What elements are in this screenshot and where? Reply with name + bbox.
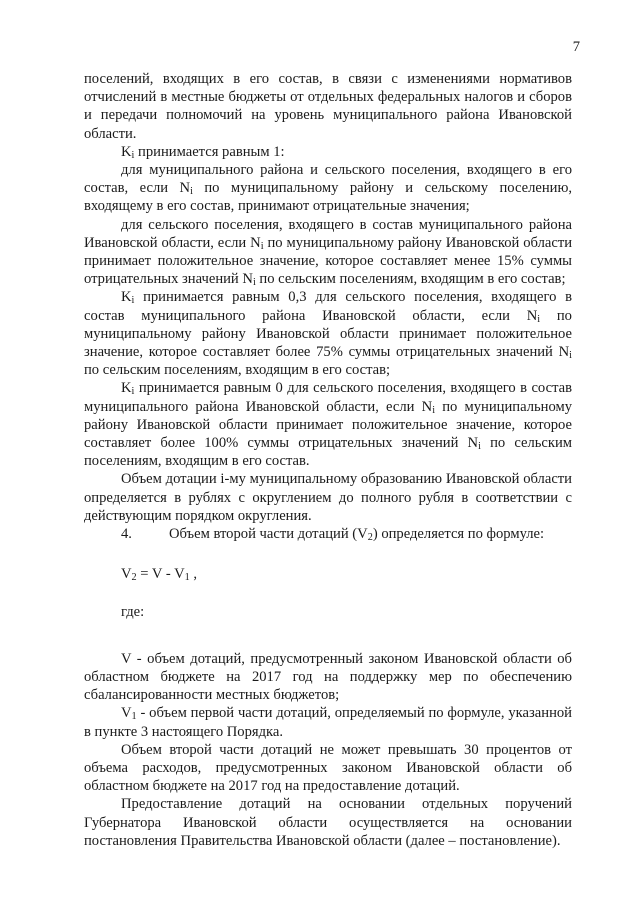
- formula-v2: $V_2 = V - V_1$ ,: [121, 566, 198, 584]
- paragraph-30-percent-limit: Объем второй части дотаций не может превышать 30 процентов от объема расходов, предусмотренных законом Ивановской области об областном бюджете на 2017 год на предоставление дотаций.: [84, 741, 572, 795]
- paragraph-v1-definition: $V_1$ - объем первой части дотаций, определяемый по формуле, указанной в пункте 3 настоящего Порядка.: [84, 705, 572, 740]
- where-label: где:: [121, 604, 145, 621]
- paragraph-v-definition: V - объем дотаций, предусмотренный законом Ивановской области об областном бюджете на 2017 год на поддержку мер по обеспечению сбалансированности местных бюджетов;: [84, 650, 572, 704]
- paragraph-district-and-settlement: для муниципального района и сельского поселения, входящего в его состав, если $N_i$ по муниципальному району и сельскому поселению, входящему в его состав, принимают отрицательные значения;: [84, 162, 573, 215]
- paragraph-rounding: Объем дотации i-му муниципальному образованию Ивановской области определяется в рублях с округлением до полного рубля в соответствии с действующим порядком округления.: [84, 471, 572, 524]
- paragraph-item-4: 4. Объем второй части дотаций $(V_2)$ определяется по формуле:: [121, 526, 545, 544]
- paragraph-settlement-less-15: для сельского поселения, входящего в состав муниципального района Ивановской области, если $N_i$ по муниципальному району Ивановской области принимает положительное значение, которое составляет менее 15% суммы отрицательных значений $N_i$ по сельским поселениям, входящим в его состав;: [84, 216, 573, 289]
- paragraph-governor-instructions: Предоставление дотаций на основании отдельных поручений Губернатора Ивановской области осуществляется на основании постановления Правительства Ивановской области (далее – постановление).: [84, 796, 572, 849]
- paragraph-ki-equals-one: $K_i$ принимается равным 1:: [121, 143, 285, 162]
- paragraph-ki-equals-0-3: $K_i$ принимается равным 0,3 для сельского поселения, входящего в состав муниципального района Ивановской области, если $N_i$ по муниципальному району Ивановской области принимает положительное значение, которое составляет более 75% суммы отрицательных значений $N_i$ по сельским поселениям, входящим в его состав;: [84, 289, 572, 379]
- page-number: 7: [572, 39, 580, 55]
- item-number: 4.: [121, 526, 132, 543]
- document-body: [84, 70, 572, 850]
- paragraph-settlements-continuation: поселений, входящих в его состав, в связи с изменениями нормативов отчислений в местные бюджеты от отдельных федеральных налогов и сборов и передачи полномочий на уровень муниципального района Ивановской области.: [84, 71, 572, 142]
- paragraph-ki-equals-zero: $K_i$ принимается равным 0 для сельского поселения, входящего в состав муниципального района Ивановской области, если $N_i$ по муниципальному району Ивановской области принимает положительное значение, которое составляет более 100% суммы отрицательных значений $N_i$ по сельским поселениям, входящим в его состав.: [84, 380, 573, 470]
